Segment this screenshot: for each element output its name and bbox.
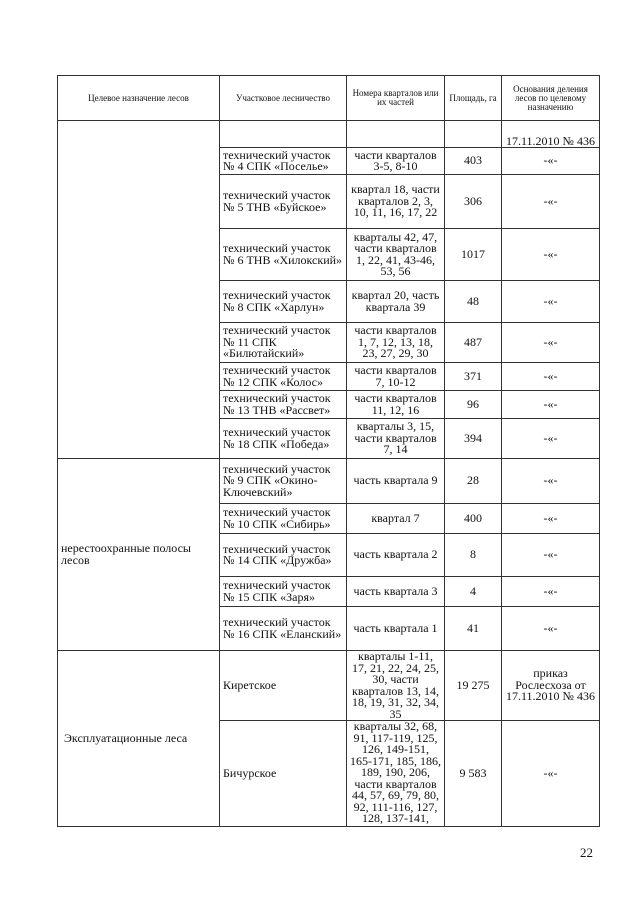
cell-basis: -«- <box>502 459 600 504</box>
header-district: Участковое лесничество <box>220 76 347 121</box>
cell-quarters: часть квартала 2 <box>347 534 445 577</box>
cell-basis: -«- <box>502 419 600 459</box>
header-area: Площадь, га <box>445 76 502 121</box>
cell-district: технический участок № 15 СПК «Заря» <box>220 577 347 607</box>
table-header-row <box>58 76 600 121</box>
cell-district: Киретское <box>220 651 347 721</box>
cell-purpose-continued <box>58 121 220 459</box>
cell-basis: -«- <box>502 504 600 534</box>
table-row <box>58 459 600 504</box>
cell-area: 403 <box>445 148 502 175</box>
cell-district: технический участок № 5 ТНВ «Буйское» <box>220 175 347 229</box>
cell-basis: -«- <box>502 281 600 323</box>
cell-district: технический участок № 18 СПК «Победа» <box>220 419 347 459</box>
cell-district: технический участок № 6 ТНВ «Хилокский» <box>220 229 347 281</box>
cell-quarters: кварталы 1-11, 17, 21, 22, 24, 25, 30, части кварталов 13, 14, 18, 19, 31, 32, 34, 35 <box>347 651 445 721</box>
cell-quarters: части кварталов 3-5, 8-10 <box>347 148 445 175</box>
cell-basis: -«- <box>502 607 600 651</box>
cell-area: 400 <box>445 504 502 534</box>
cell-purpose-exploitation: Эксплуатационные леса <box>58 651 220 827</box>
page-number: 22 <box>580 845 593 860</box>
cell-area: 394 <box>445 419 502 459</box>
cell-quarters: кварталы 42, 47, части кварталов 1, 22, 41, 43-46, 53, 56 <box>347 229 445 281</box>
cell-area: 487 <box>445 323 502 363</box>
cell-purpose-spawning: нерестоохранные полосы лесов <box>58 459 220 651</box>
table-row <box>58 651 600 721</box>
cell-basis: -«- <box>502 229 600 281</box>
cell-district: технический участок № 11 СПК «Билютайский» <box>220 323 347 363</box>
cell-district: технический участок № 14 СПК «Дружба» <box>220 534 347 577</box>
cell-basis: -«- <box>502 534 600 577</box>
cell-basis: -«- <box>502 148 600 175</box>
cell-area: 96 <box>445 391 502 419</box>
cell-area: 4 <box>445 577 502 607</box>
cell-quarters: кварталы 3, 15, части кварталов 7, 14 <box>347 419 445 459</box>
cell-area: 9 583 <box>445 721 502 827</box>
cell-basis: -«- <box>502 363 600 391</box>
cell-district <box>220 121 347 148</box>
header-purpose: Целевое назначение лесов <box>58 76 220 121</box>
cell-quarters: часть квартала 9 <box>347 459 445 504</box>
header-basis: Основания деления лесов по целевому назначению <box>502 76 600 121</box>
table-row <box>58 121 600 148</box>
cell-area: 41 <box>445 607 502 651</box>
cell-district: технический участок № 8 СПК «Харлун» <box>220 281 347 323</box>
cell-quarters: квартал 20, часть квартала 39 <box>347 281 445 323</box>
cell-basis: -«- <box>502 175 600 229</box>
cell-basis: -«- <box>502 721 600 827</box>
cell-basis: -«- <box>502 577 600 607</box>
cell-area: 48 <box>445 281 502 323</box>
cell-basis: -«- <box>502 391 600 419</box>
cell-district: технический участок № 10 СПК «Сибирь» <box>220 504 347 534</box>
cell-district: технический участок № 16 СПК «Еланский» <box>220 607 347 651</box>
cell-area: 19 275 <box>445 651 502 721</box>
cell-quarters: часть квартала 1 <box>347 607 445 651</box>
cell-quarters: квартал 18, части кварталов 2, 3, 10, 11, 16, 17, 22 <box>347 175 445 229</box>
cell-quarters: часть квартала 3 <box>347 577 445 607</box>
cell-district: Бичурское <box>220 721 347 827</box>
cell-quarters: квартал 7 <box>347 504 445 534</box>
cell-basis: 17.11.2010 № 436 <box>502 121 600 148</box>
cell-area: 28 <box>445 459 502 504</box>
cell-quarters: части кварталов 11, 12, 16 <box>347 391 445 419</box>
cell-basis: -«- <box>502 323 600 363</box>
cell-area: 8 <box>445 534 502 577</box>
forest-purpose-table <box>57 75 600 827</box>
cell-area: 306 <box>445 175 502 229</box>
header-quarters: Номера кварталов или их частей <box>347 76 445 121</box>
cell-quarters <box>347 121 445 148</box>
cell-quarters: части кварталов 7, 10-12 <box>347 363 445 391</box>
cell-district: технический участок № 4 СПК «Поселье» <box>220 148 347 175</box>
cell-district: технический участок № 13 ТНВ «Рассвет» <box>220 391 347 419</box>
cell-basis: приказ Рослесхоза от 17.11.2010 № 436 <box>502 651 600 721</box>
cell-district: технический участок № 9 СПК «Окино-Ключевский» <box>220 459 347 504</box>
cell-quarters: части кварталов 1, 7, 12, 13, 18, 23, 27, 29, 30 <box>347 323 445 363</box>
cell-area: 371 <box>445 363 502 391</box>
cell-quarters: кварталы 32, 68, 91, 117-119, 125, 126, 149-151, 165-171, 185, 186, 189, 190, 206, части кварталов 44, 57, 69, 79, 80, 92, 111-116, 127, 128, 137-141, <box>347 721 445 827</box>
cell-area: 1017 <box>445 229 502 281</box>
cell-area <box>445 121 502 148</box>
cell-district: технический участок № 12 СПК «Колос» <box>220 363 347 391</box>
